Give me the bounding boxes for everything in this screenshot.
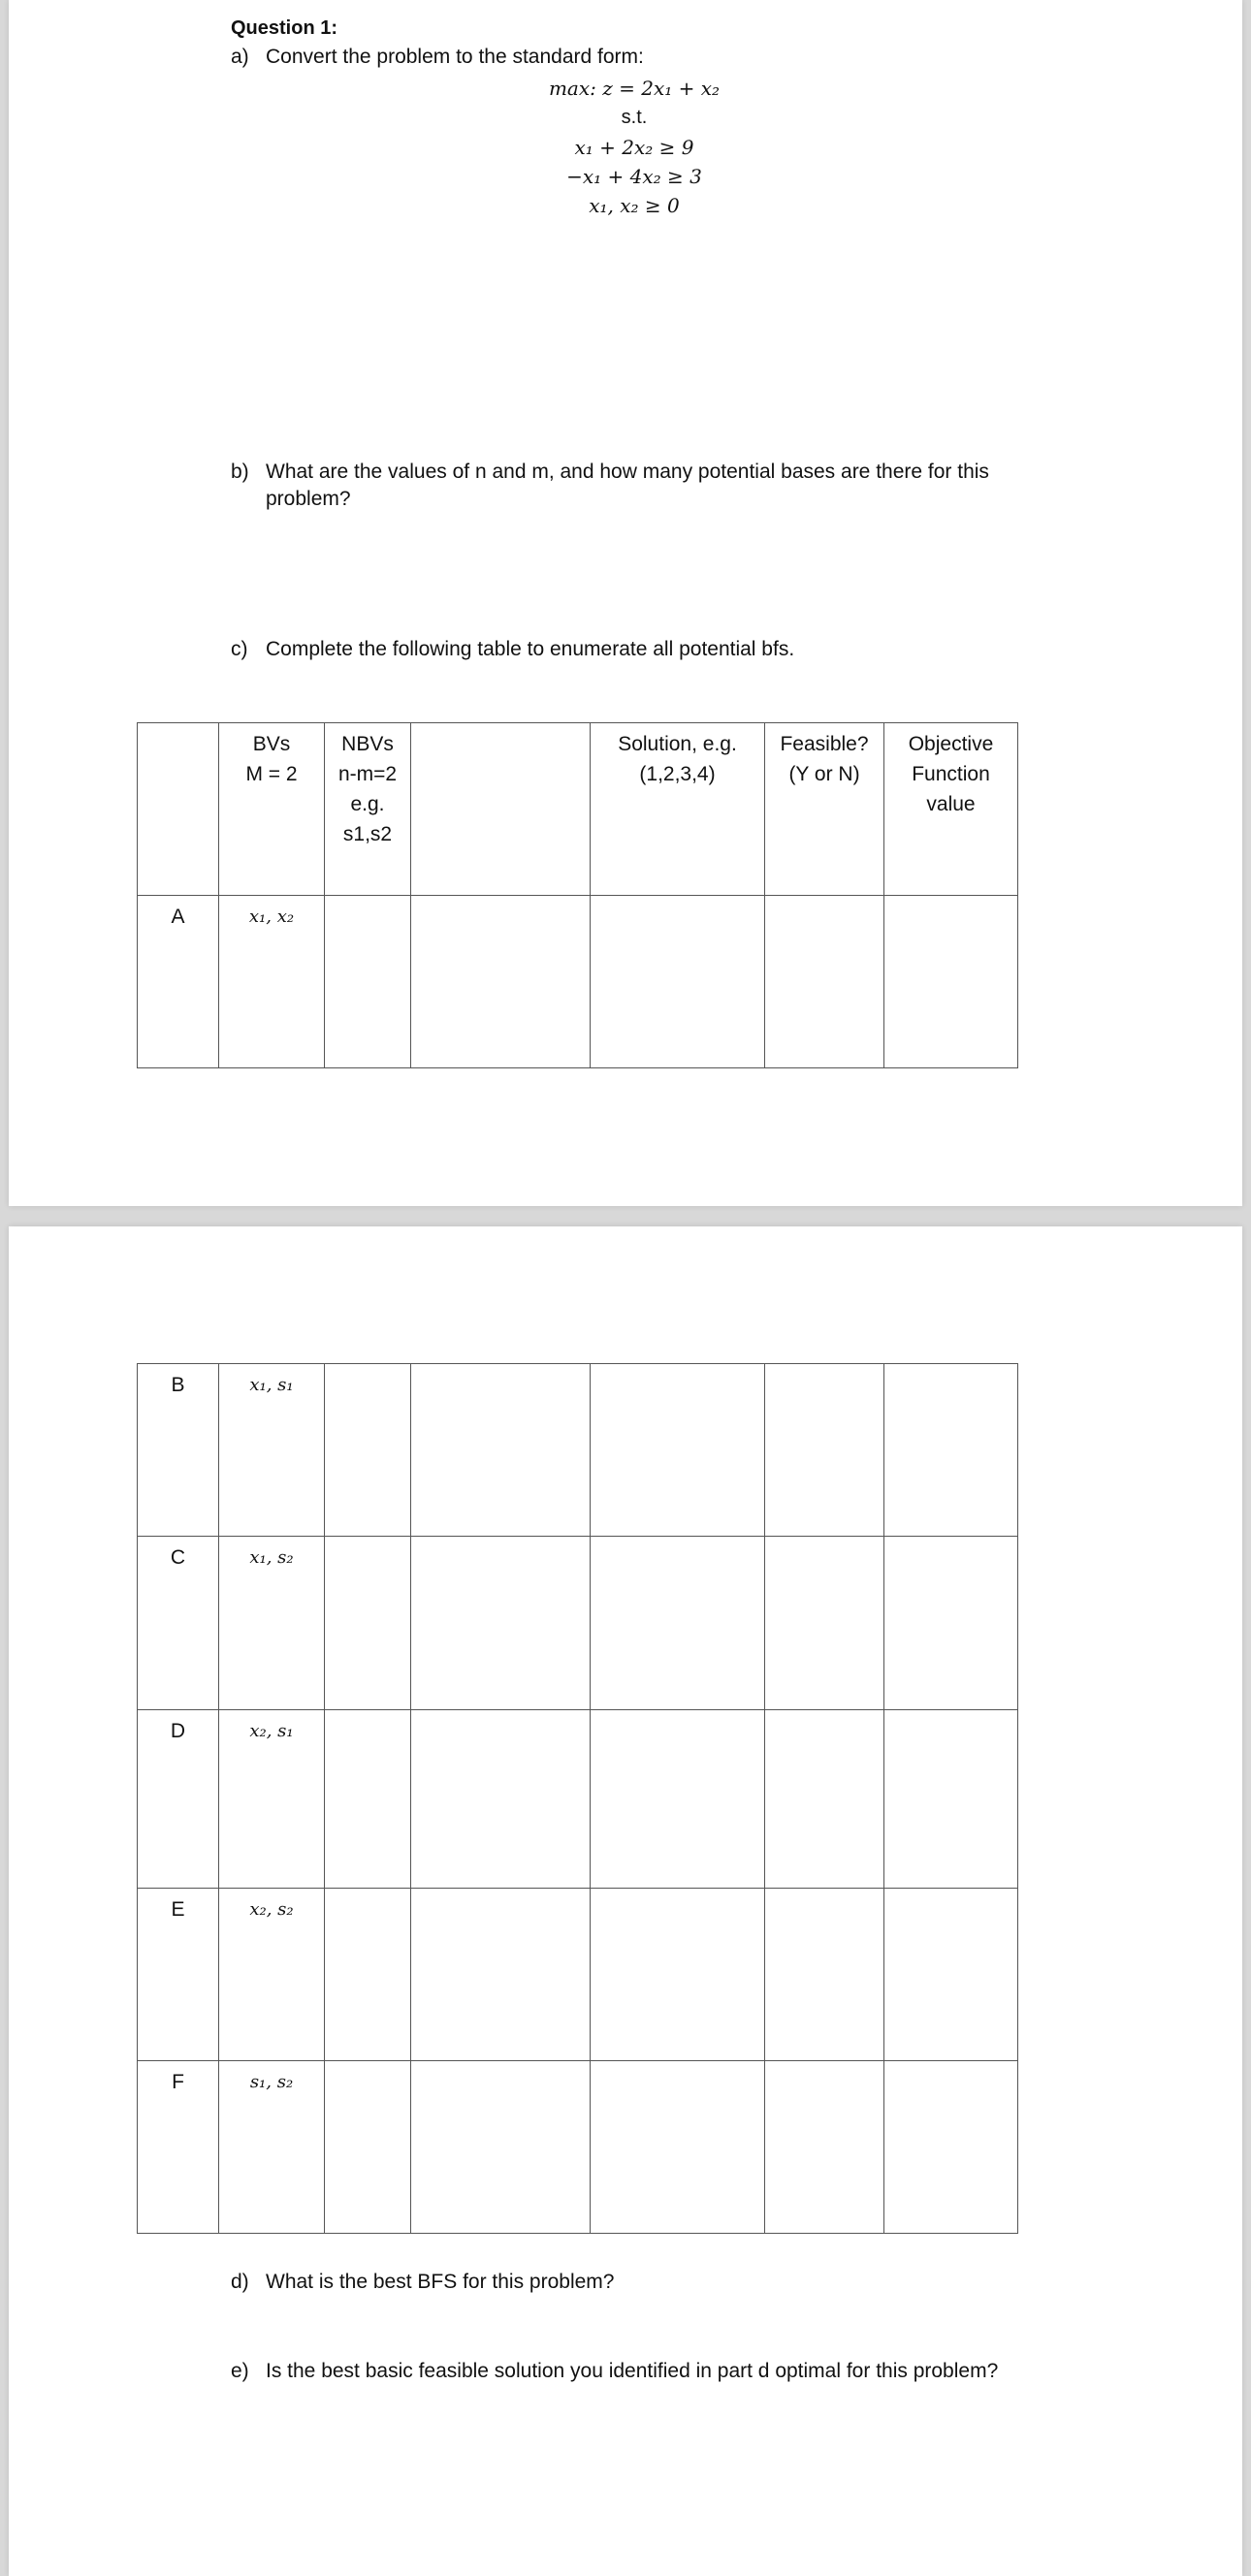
subject-to-label: s.t. bbox=[621, 107, 648, 128]
cell-blank[interactable] bbox=[411, 1537, 591, 1710]
question-title: Question 1: bbox=[231, 17, 338, 39]
cell-objective-value[interactable] bbox=[884, 896, 1018, 1068]
header-nbvs: NBVs n-m=2 e.g. s1,s2 bbox=[325, 723, 411, 896]
row-id: C bbox=[138, 1537, 219, 1710]
document-page-2 bbox=[9, 1226, 1242, 2576]
part-a bbox=[231, 43, 644, 72]
cell-feasible[interactable] bbox=[765, 2061, 884, 2234]
cell-blank[interactable] bbox=[411, 896, 591, 1068]
row-bvs: x₂, s₁ bbox=[219, 1710, 325, 1889]
row-bvs: x₁, s₂ bbox=[219, 1537, 325, 1710]
cell-solution[interactable] bbox=[591, 1710, 765, 1889]
header-solution: Solution, e.g. (1,2,3,4) bbox=[591, 723, 765, 896]
cell-feasible[interactable] bbox=[765, 1710, 884, 1889]
document-page-1 bbox=[9, 0, 1242, 1206]
row-id: E bbox=[138, 1889, 219, 2061]
row-id: F bbox=[138, 2061, 219, 2234]
cell-nbvs[interactable] bbox=[325, 1364, 411, 1537]
part-d bbox=[231, 2268, 614, 2297]
header-row-id bbox=[138, 723, 219, 896]
cell-blank[interactable] bbox=[411, 1889, 591, 2061]
part-a-text: Convert the problem to the standard form: bbox=[266, 46, 644, 68]
row-id: B bbox=[138, 1364, 219, 1537]
cell-nbvs[interactable] bbox=[325, 1710, 411, 1889]
part-c bbox=[231, 635, 794, 664]
header-blank bbox=[411, 723, 591, 896]
header-objective-value: Objective Function value bbox=[884, 723, 1018, 896]
nonnegativity-constraint: x₁, x₂ ≥ 0 bbox=[589, 194, 680, 217]
constraint-1: x₁ + 2x₂ ≥ 9 bbox=[574, 136, 694, 159]
part-d-label: d) bbox=[231, 2271, 249, 2293]
table-header-row bbox=[138, 723, 1018, 896]
table-row bbox=[138, 2061, 1018, 2234]
part-a-label: a) bbox=[231, 46, 249, 68]
table-row bbox=[138, 1889, 1018, 2061]
part-b-label: b) bbox=[231, 461, 249, 483]
cell-solution[interactable] bbox=[591, 896, 765, 1068]
row-id: D bbox=[138, 1710, 219, 1889]
table-row bbox=[138, 896, 1018, 1068]
cell-solution[interactable] bbox=[591, 2061, 765, 2234]
part-b-line-2: problem? bbox=[266, 488, 351, 510]
cell-objective-value[interactable] bbox=[884, 1364, 1018, 1537]
cell-objective-value[interactable] bbox=[884, 1889, 1018, 2061]
cell-feasible[interactable] bbox=[765, 896, 884, 1068]
row-id: A bbox=[138, 896, 219, 1068]
constraint-2: −x₁ + 4x₂ ≥ 3 bbox=[566, 165, 702, 188]
cell-blank[interactable] bbox=[411, 2061, 591, 2234]
cell-nbvs[interactable] bbox=[325, 2061, 411, 2234]
cell-nbvs[interactable] bbox=[325, 1537, 411, 1710]
cell-solution[interactable] bbox=[591, 1364, 765, 1537]
cell-feasible[interactable] bbox=[765, 1889, 884, 2061]
part-b-line-1: What are the values of n and m, and how many potential bases are there for this bbox=[266, 461, 989, 483]
header-feasible: Feasible? (Y or N) bbox=[765, 723, 884, 896]
part-e bbox=[231, 2357, 998, 2386]
cell-solution[interactable] bbox=[591, 1889, 765, 2061]
part-c-label: c) bbox=[231, 638, 248, 660]
cell-solution[interactable] bbox=[591, 1537, 765, 1710]
bfs-table-part-2 bbox=[137, 1363, 1018, 2234]
objective-function: max: z = 2x₁ + x₂ bbox=[548, 77, 721, 100]
cell-objective-value[interactable] bbox=[884, 1710, 1018, 1889]
row-bvs: x₂, s₂ bbox=[219, 1889, 325, 2061]
cell-objective-value[interactable] bbox=[884, 2061, 1018, 2234]
cell-blank[interactable] bbox=[411, 1364, 591, 1537]
table-row bbox=[138, 1710, 1018, 1889]
part-b bbox=[231, 458, 989, 487]
bfs-table-part-1 bbox=[137, 722, 1018, 1068]
part-c-text: Complete the following table to enumerate all potential bfs. bbox=[266, 638, 795, 660]
part-e-label: e) bbox=[231, 2360, 249, 2382]
cell-objective-value[interactable] bbox=[884, 1537, 1018, 1710]
part-e-text: Is the best basic feasible solution you identified in part d optimal for this problem? bbox=[266, 2360, 999, 2382]
cell-feasible[interactable] bbox=[765, 1364, 884, 1537]
row-bvs: s₁, s₂ bbox=[219, 2061, 325, 2234]
header-bvs: BVs M = 2 bbox=[219, 723, 325, 896]
row-bvs: x₁, x₂ bbox=[219, 896, 325, 1068]
cell-blank[interactable] bbox=[411, 1710, 591, 1889]
cell-nbvs[interactable] bbox=[325, 1889, 411, 2061]
table-row bbox=[138, 1537, 1018, 1710]
cell-feasible[interactable] bbox=[765, 1537, 884, 1710]
cell-nbvs[interactable] bbox=[325, 896, 411, 1068]
row-bvs: x₁, s₁ bbox=[219, 1364, 325, 1537]
table-row bbox=[138, 1364, 1018, 1537]
part-d-text: What is the best BFS for this problem? bbox=[266, 2271, 615, 2293]
